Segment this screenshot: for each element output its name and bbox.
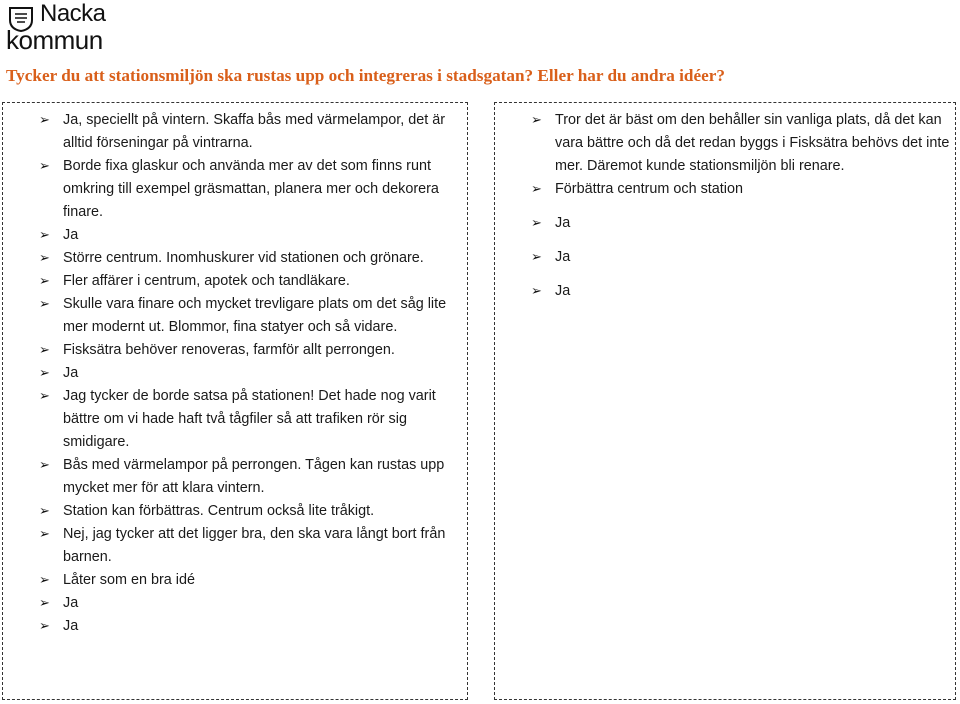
answer-text: Större centrum. Inomhuskurer vid stationen och grönare. (63, 250, 424, 266)
arrowhead-bullet-icon: ➢ (39, 297, 50, 312)
list-item (39, 569, 459, 592)
arrowhead-bullet-icon: ➢ (39, 251, 50, 266)
list-item (39, 454, 459, 500)
list-item (39, 339, 459, 362)
arrowhead-bullet-icon: ➢ (39, 343, 50, 358)
arrowhead-bullet-icon: ➢ (39, 113, 50, 128)
right-answers-box (494, 102, 956, 700)
list-item (39, 615, 459, 638)
arrowhead-bullet-icon: ➢ (531, 182, 542, 197)
list-item (39, 362, 459, 385)
answer-text: Borde fixa glaskur och använda mer av det som finns runt omkring till exempel gräsmattan, planera mer och dekorera finare. (63, 158, 439, 220)
list-item (39, 385, 459, 454)
answer-text: Fler affärer i centrum, apotek och tandläkare. (63, 273, 350, 289)
answer-text: Bås med värmelampor på perrongen. Tågen kan rustas upp mycket mer för att klara vintern. (63, 457, 445, 496)
arrowhead-bullet-icon: ➢ (531, 284, 542, 299)
arrowhead-bullet-icon: ➢ (531, 216, 542, 231)
list-item (39, 293, 459, 339)
answer-text: Låter som en bra idé (63, 572, 195, 588)
list-item (39, 270, 459, 293)
list-item (39, 523, 459, 569)
answer-text: Ja (555, 215, 571, 231)
list-item (39, 247, 459, 270)
answer-text: Fisksätra behöver renoveras, farmför allt perrongen. (63, 342, 395, 358)
answer-text: Ja (63, 365, 79, 381)
arrowhead-bullet-icon: ➢ (531, 250, 542, 265)
list-item (39, 592, 459, 615)
answer-text: Jag tycker de borde satsa på stationen! Det hade nog varit bättre om vi hade haft två tågfiler så att trafiken rör sig smidigare. (63, 388, 436, 450)
answer-text: Ja (63, 618, 79, 634)
answer-text: Förbättra centrum och station (555, 181, 743, 197)
answer-text: Station kan förbättras. Centrum också lite tråkigt. (63, 503, 375, 519)
answer-text: Skulle vara finare och mycket trevligare plats om det såg lite mer modernt ut. Blommor, fina statyer och så vidare. (63, 296, 447, 335)
arrowhead-bullet-icon: ➢ (39, 274, 50, 289)
list-item (531, 109, 951, 178)
answer-text: Ja (63, 227, 79, 243)
arrowhead-bullet-icon: ➢ (531, 113, 542, 128)
answer-text: Ja (555, 249, 571, 265)
answer-text: Ja (63, 595, 79, 611)
list-item (39, 109, 459, 155)
list-item (531, 280, 951, 303)
left-answers-list (39, 109, 459, 638)
arrowhead-bullet-icon: ➢ (39, 366, 50, 381)
answer-text: Ja, speciellt på vintern. Skaffa bås med värmelampor, det är alltid förseningar på vintrarna. (63, 112, 446, 151)
page-heading: Tycker du att stationsmiljön ska rustas upp och integreras i stadsgatan? Eller har du andra idéer? (6, 66, 725, 85)
list-item (531, 246, 951, 269)
arrowhead-bullet-icon: ➢ (39, 527, 50, 542)
list-item (39, 155, 459, 224)
arrowhead-bullet-icon: ➢ (39, 159, 50, 174)
logo-text-kommun: kommun (6, 25, 103, 55)
answer-text: Ja (555, 283, 571, 299)
list-item (531, 178, 951, 201)
arrowhead-bullet-icon: ➢ (39, 596, 50, 611)
arrowhead-bullet-icon: ➢ (39, 619, 50, 634)
logo-text-nacka: Nacka (40, 0, 106, 27)
arrowhead-bullet-icon: ➢ (39, 228, 50, 243)
arrowhead-bullet-icon: ➢ (39, 573, 50, 588)
right-answers-list (531, 109, 951, 303)
nacka-kommun-logo (4, 2, 124, 54)
list-item (39, 500, 459, 523)
answer-text: Nej, jag tycker att det ligger bra, den ska vara långt bort från barnen. (63, 526, 446, 565)
list-item (531, 212, 951, 235)
answer-text: Tror det är bäst om den behåller sin vanliga plats, då det kan vara bättre och då det redan byggs i Fisksätra behövs det inte mer. Däremot kunde stationsmiljön bli renare. (555, 112, 950, 174)
arrowhead-bullet-icon: ➢ (39, 389, 50, 404)
arrowhead-bullet-icon: ➢ (39, 458, 50, 473)
list-item (39, 224, 459, 247)
left-answers-box (2, 102, 468, 700)
arrowhead-bullet-icon: ➢ (39, 504, 50, 519)
